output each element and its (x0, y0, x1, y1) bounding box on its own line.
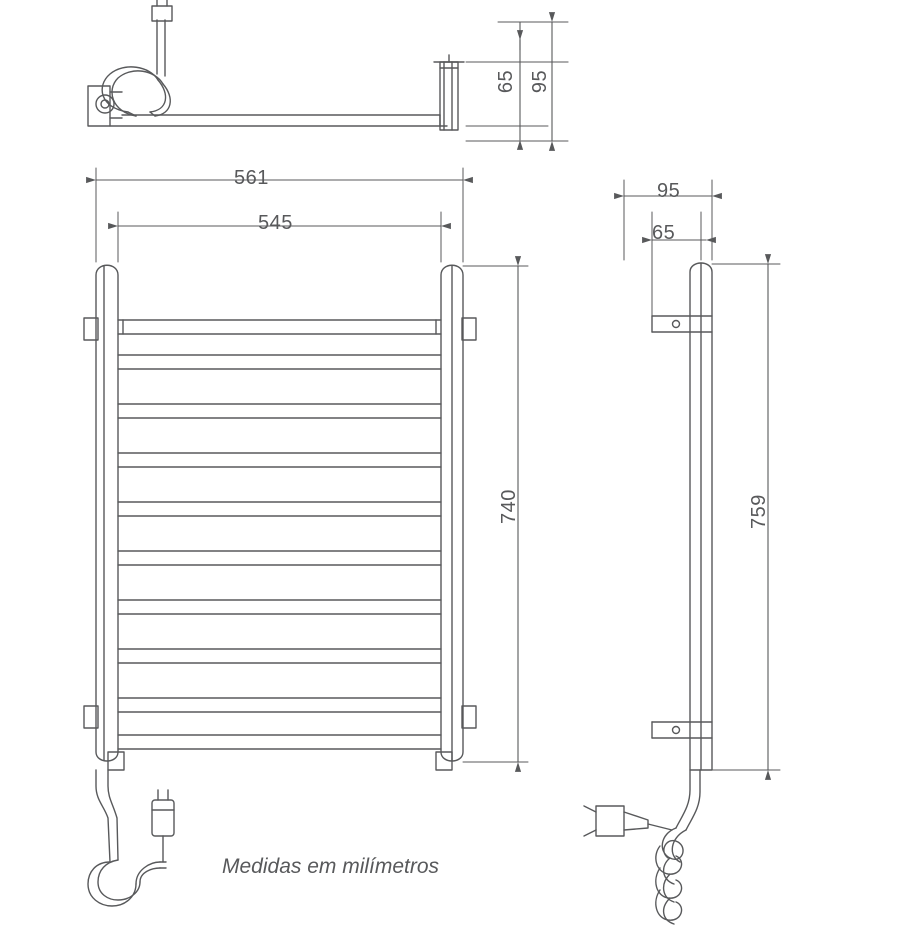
dimension-label-side-759: 759 (747, 494, 770, 529)
dimension-label-side-95: 95 (657, 180, 681, 202)
dimension-label-front-561: 561 (234, 167, 269, 189)
dimension-label-front-545: 545 (258, 212, 293, 234)
dimension-label-top-95: 95 (529, 69, 552, 94)
top-view-geometry (88, 0, 464, 130)
side-view-dimension-lines (624, 180, 780, 770)
side-view-geometry (584, 263, 712, 924)
dimension-label-top-65: 65 (495, 69, 518, 94)
front-view-geometry (84, 265, 476, 906)
dimension-label-side-65: 65 (652, 222, 676, 244)
dimension-label-front-740: 740 (497, 489, 520, 524)
units-note: Medidas em milímetros (222, 855, 440, 878)
front-view-rungs (118, 320, 441, 749)
